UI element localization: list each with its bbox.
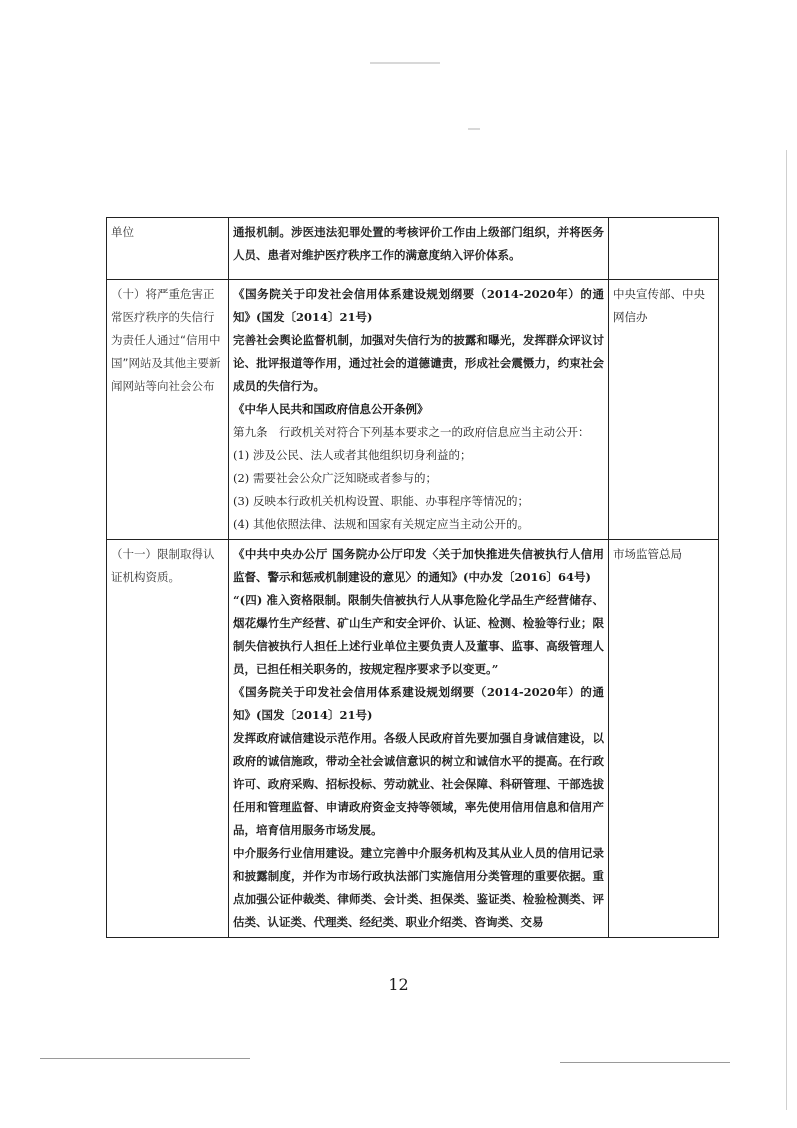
source-title: 《国务院关于印发社会信用体系建设规划纲要（2014-2020年）的通知》(国发〔2014〕21号) [233,685,604,722]
responsible-unit-cell: 市场监管总局 [609,540,719,938]
table-row [107,218,719,280]
basis-paragraph: 中介服务行业信用建设。建立完善中介服务机构及其从业人员的信用记录和披露制度，并作为市场行政执法部门实施信用分类管理的重要依据。重点加强公证仲裁类、律师类、会计类、担保类、鉴证类、检验检测类、评估类、认证类、代理类、经纪类、职业介绍类、咨询类、交易 [233,846,604,929]
scan-artifact-bottom-left [40,1058,250,1059]
source-title: 《国务院关于印发社会信用体系建设规划纲要（2014-2020年）的通知》(国发〔2014〕21号) [233,287,604,324]
measure-cell: （十一）限制取得认证机构资质。 [107,540,229,938]
measure-cell: （十）将严重危害正常医疗秩序的失信行为责任人通过“信用中国”网站及其他主要新闻网站等向社会公布 [107,280,229,540]
policy-table [106,217,719,938]
policy-table-body [107,218,719,938]
scan-artifact-top [370,62,440,64]
scan-artifact-mid [468,128,480,130]
basis-cell [229,280,609,540]
table-row [107,540,719,938]
basis-list-item: (2) 需要社会公众广泛知晓或者参与的； [233,471,437,485]
scan-artifact-bottom-right [560,1062,730,1063]
basis-list-item: (3) 反映本行政机关机构设置、职能、办事程序等情况的； [233,494,529,508]
basis-paragraph: “(四) 准入资格限制。限制失信被执行人从事危险化学品生产经营储存、烟花爆竹生产经营、矿山生产和安全评价、认证、检测、检验等行业；限制失信被执行人担任上述行业单位主要负责人及董事、监事、高级管理人员，已担任相关职务的，按规定程序要求予以变更。” [233,593,604,676]
measure-cell: 单位 [107,218,229,280]
basis-list-item: (1) 涉及公民、法人或者其他组织切身利益的； [233,448,472,462]
basis-paragraph: 完善社会舆论监督机制，加强对失信行为的披露和曝光，发挥群众评议讨论、批评报道等作用，通过社会的道德谴责，形成社会震慑力，约束社会成员的失信行为。 [233,333,604,393]
table-row [107,280,719,540]
basis-paragraph: 第九条 行政机关对符合下列基本要求之一的政府信息应当主动公开： [233,425,590,439]
source-title: 《中华人民共和国政府信息公开条例》 [233,402,429,416]
basis-paragraph: 发挥政府诚信建设示范作用。各级人民政府首先要加强自身诚信建设，以政府的诚信施政，带动全社会诚信意识的树立和诚信水平的提高。在行政许可、政府采购、招标投标、劳动就业、社会保障、科研管理、干部选拔任用和管理监督、申请政府资金支持等领域，率先使用信用信息和信用产品，培育信用服务市场发展。 [233,731,604,837]
source-title: 《中共中央办公厅 国务院办公厅印发〈关于加快推进失信被执行人信用监督、警示和惩戒机制建设的意见〉的通知》(中办发〔2016〕64号) [233,547,604,584]
basis-list-item: (4) 其他依照法律、法规和国家有关规定应当主动公开的。 [233,517,529,531]
page-number: 12 [388,975,409,994]
responsible-unit-cell [609,218,719,280]
basis-paragraph: 通报机制。涉医违法犯罪处置的考核评价工作由上级部门组织，并将医务人员、患者对维护医疗秩序工作的满意度纳入评价体系。 [233,225,604,262]
basis-cell [229,218,609,280]
basis-cell [229,540,609,938]
responsible-unit-cell: 中央宣传部、中央网信办 [609,280,719,540]
scan-edge-line [786,150,787,1110]
